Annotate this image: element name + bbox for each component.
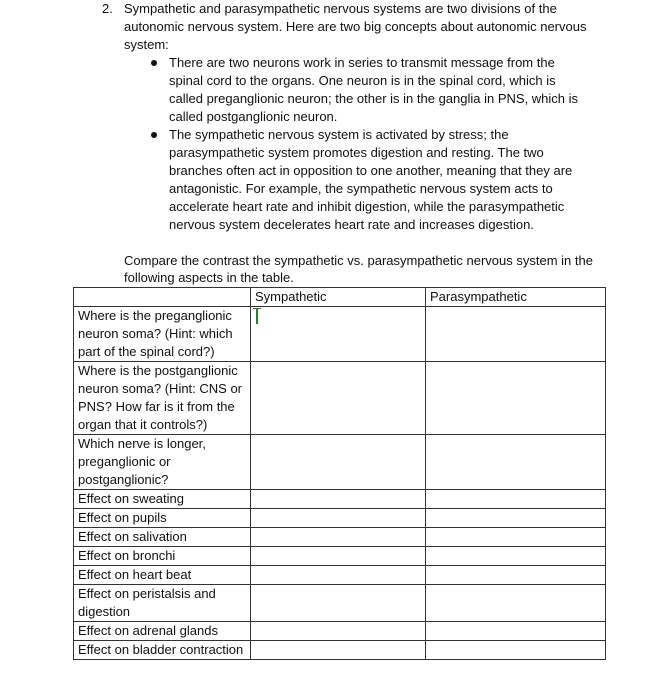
- sympathetic-answer-cell[interactable]: [251, 435, 426, 490]
- table-row: [74, 622, 606, 641]
- bullet-icon: [151, 60, 157, 66]
- sympathetic-answer-cell[interactable]: [251, 509, 426, 528]
- sympathetic-answer-cell[interactable]: [251, 566, 426, 585]
- bullet-text: There are two neurons work in series to transmit message from the spinal cord to the organs. One neuron is in the spinal cord, which is called preganglionic neuron; the other is in the ganglia in PNS, which is called postganglionic neuron.: [169, 55, 579, 124]
- question-intro: Sympathetic and parasympathetic nervous systems are two divisions of the autonomic nervous system. Here are two big concepts about autonomic nervous system:: [124, 1, 587, 52]
- sympathetic-answer-cell[interactable]: [251, 528, 426, 547]
- bullet-text: The sympathetic nervous system is activated by stress; the parasympathetic system promotes digestion and resting. The two branches often act in opposition to one another, meaning that they are antagonistic. For example, the sympathetic nervous system acts to accelerate heart rate and inhibit digestion, while the parasympathetic nervous system decelerates heart rate and increases digestion.: [169, 127, 573, 232]
- table-row: [74, 509, 606, 528]
- aspect-cell: Effect on peristalsis and digestion: [74, 585, 251, 622]
- sympathetic-answer-cell[interactable]: [251, 585, 426, 622]
- parasympathetic-answer-cell[interactable]: [426, 435, 606, 490]
- aspect-cell: Effect on sweating: [74, 490, 251, 509]
- list-item: [150, 54, 590, 126]
- table-row: [74, 585, 606, 622]
- table-row: [74, 528, 606, 547]
- concept-list: [150, 54, 590, 234]
- aspect-cell: Effect on heart beat: [74, 566, 251, 585]
- bullet-icon: [151, 132, 157, 138]
- table-row: [74, 490, 606, 509]
- header-aspect: [74, 288, 251, 307]
- table-row: [74, 641, 606, 660]
- table-row: [74, 307, 606, 362]
- aspect-cell: Effect on salivation: [74, 528, 251, 547]
- aspect-cell: Where is the preganglionic neuron soma? (Hint: which part of the spinal cord?): [74, 307, 251, 362]
- compare-instructions: Compare the contrast the sympathetic vs. parasympathetic nervous system in the following aspects in the table.: [124, 253, 593, 285]
- sympathetic-answer-cell[interactable]: [251, 307, 426, 362]
- sympathetic-answer-cell[interactable]: [251, 547, 426, 566]
- aspect-cell: Effect on adrenal glands: [74, 622, 251, 641]
- header-parasympathetic: Parasympathetic: [426, 288, 606, 307]
- table-header-row: [74, 288, 606, 307]
- table-row: [74, 435, 606, 490]
- aspect-cell: Where is the postganglionic neuron soma? (Hint: CNS or PNS? How far is it from the organ that it controls?): [74, 362, 251, 435]
- parasympathetic-answer-cell[interactable]: [426, 585, 606, 622]
- aspect-cell: Effect on pupils: [74, 509, 251, 528]
- parasympathetic-answer-cell[interactable]: [426, 528, 606, 547]
- aspect-cell: Which nerve is longer, preganglionic or postganglionic?: [74, 435, 251, 490]
- sympathetic-answer-cell[interactable]: [251, 362, 426, 435]
- sympathetic-answer-cell[interactable]: [251, 490, 426, 509]
- comparison-table: [73, 287, 606, 660]
- question-block: [102, 0, 602, 54]
- sympathetic-answer-cell[interactable]: [251, 641, 426, 660]
- parasympathetic-answer-cell[interactable]: [426, 490, 606, 509]
- header-sympathetic: Sympathetic: [251, 288, 426, 307]
- question-number: 2.: [102, 1, 113, 16]
- parasympathetic-answer-cell[interactable]: [426, 307, 606, 362]
- parasympathetic-answer-cell[interactable]: [426, 641, 606, 660]
- sympathetic-answer-cell[interactable]: [251, 622, 426, 641]
- table-row: [74, 547, 606, 566]
- parasympathetic-answer-cell[interactable]: [426, 547, 606, 566]
- aspect-cell: Effect on bladder contraction: [74, 641, 251, 660]
- parasympathetic-answer-cell[interactable]: [426, 362, 606, 435]
- parasympathetic-answer-cell[interactable]: [426, 622, 606, 641]
- parasympathetic-answer-cell[interactable]: [426, 566, 606, 585]
- table-row: [74, 362, 606, 435]
- table-row: [74, 566, 606, 585]
- parasympathetic-answer-cell[interactable]: [426, 509, 606, 528]
- text-cursor-icon: [256, 308, 258, 324]
- list-item: [150, 126, 590, 234]
- aspect-cell: Effect on bronchi: [74, 547, 251, 566]
